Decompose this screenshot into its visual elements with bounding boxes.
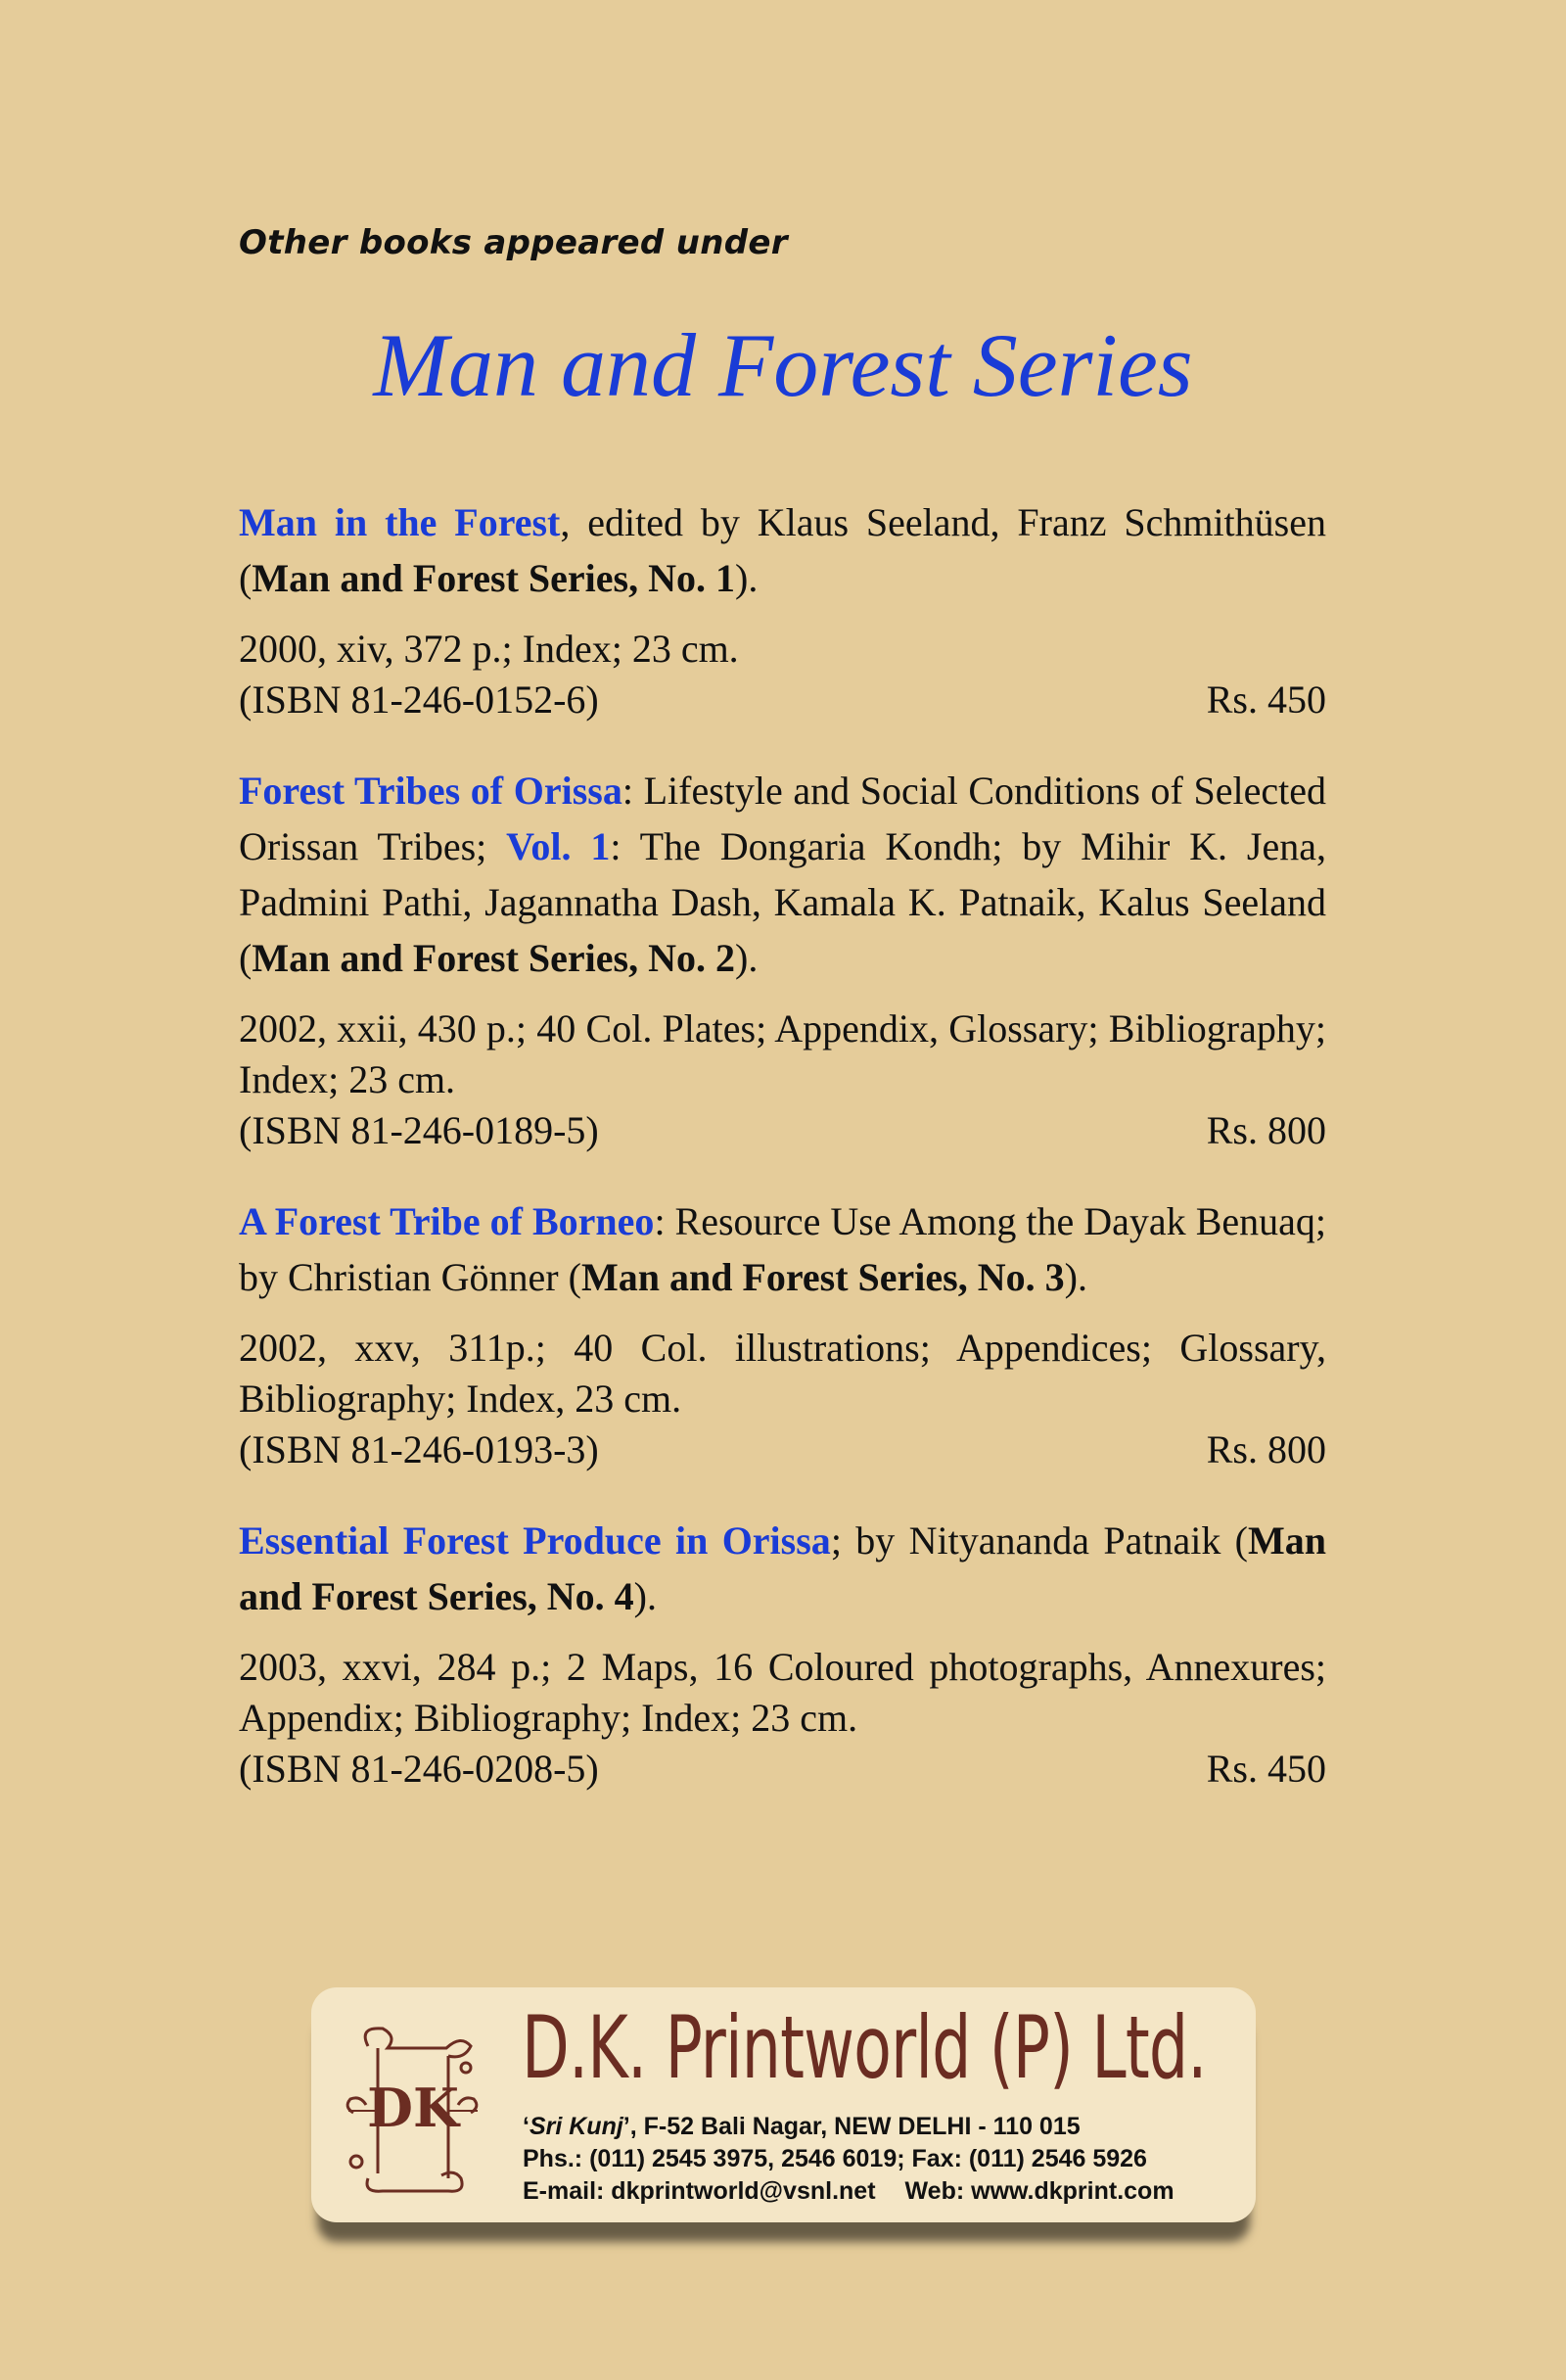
book-isbn: (ISBN 81-246-0208-5) xyxy=(239,1747,599,1791)
book-description xyxy=(239,494,1326,606)
address-street: , F-52 Bali Nagar, NEW DELHI - 110 015 xyxy=(629,2113,1081,2140)
book-title: Essential Forest Produce in Orissa xyxy=(239,1518,831,1563)
book-isbn: (ISBN 81-246-0189-5) xyxy=(239,1108,599,1152)
publisher-box xyxy=(311,1987,1256,2222)
book-credits: , edited by Klaus Seeland, Franz Schmithüsen ( xyxy=(239,500,1326,600)
book-credits: : Resource Use Among the Dayak Benuaq; by Christian Gönner ( xyxy=(239,1199,1326,1299)
book-description xyxy=(239,763,1326,986)
closing-punct: ). xyxy=(735,556,759,600)
volume-label: Vol. 1 xyxy=(506,824,611,868)
book-entry xyxy=(239,1193,1326,1475)
closing-punct: ). xyxy=(735,936,759,980)
publisher-address xyxy=(523,2111,1174,2143)
book-description xyxy=(239,1513,1326,1624)
book-price: Rs. 800 xyxy=(1206,1108,1326,1152)
book-meta: 2002, xxv, 311p.; 40 Col. illustrations; Appendices; Glossary, Bibliography; Index, 23 cm. xyxy=(239,1326,1326,1421)
series-reference: Man and Forest Series, No. 4 xyxy=(239,1518,1326,1618)
isbn-price-row xyxy=(239,1424,1326,1475)
book-list xyxy=(239,494,1326,1832)
intro-text: Other books appeared under xyxy=(239,223,788,262)
series-title: Man and Forest Series xyxy=(373,315,1193,415)
publisher-name: D.K. Printworld (P) Ltd. xyxy=(522,1997,1207,2098)
address-quote-open: ‘ xyxy=(523,2113,530,2140)
book-isbn: (ISBN 81-246-0152-6) xyxy=(239,677,599,722)
book-isbn: (ISBN 81-246-0193-3) xyxy=(239,1427,599,1471)
isbn-price-row xyxy=(239,675,1326,725)
series-reference: Man and Forest Series, No. 1 xyxy=(252,556,735,600)
book-meta: 2002, xxii, 430 p.; 40 Col. Plates; Appendix, Glossary; Bibliography; Index; 23 cm. xyxy=(239,1006,1326,1101)
book-meta: 2000, xiv, 372 p.; Index; 23 cm. xyxy=(239,627,739,671)
publisher-contact xyxy=(523,2111,1174,2208)
book-subtitle: : Lifestyle and Social Conditions of Selected Orissan Tribes; xyxy=(239,769,1326,868)
address-quote-close: ’ xyxy=(622,2113,630,2140)
publisher-web[interactable]: Web: www.dkprint.com xyxy=(904,2177,1174,2205)
logo-letter: DK xyxy=(367,2077,459,2139)
isbn-price-row xyxy=(239,1744,1326,1795)
book-credits: ; by Nityananda Patnaik ( xyxy=(830,1518,1248,1563)
book-price: Rs. 800 xyxy=(1206,1427,1326,1471)
book-entry xyxy=(239,1513,1326,1795)
book-entry xyxy=(239,494,1326,725)
book-entry xyxy=(239,763,1326,1156)
book-meta: 2003, xxvi, 284 p.; 2 Maps, 16 Coloured photographs, Annexures; Appendix; Bibliography; Index; 23 cm. xyxy=(239,1645,1326,1740)
book-details xyxy=(239,1642,1326,1795)
book-price: Rs. 450 xyxy=(1206,677,1326,722)
book-title: A Forest Tribe of Borneo xyxy=(239,1199,655,1243)
book-description xyxy=(239,1193,1326,1305)
publisher-online xyxy=(523,2175,1174,2208)
closing-punct: ). xyxy=(633,1574,657,1618)
book-details xyxy=(239,624,1326,725)
book-price: Rs. 450 xyxy=(1206,1747,1326,1791)
publisher-logo-icon xyxy=(339,2017,485,2203)
book-credits: : The Dongaria Kondh; by Mihir K. Jena, Padmini Pathi, Jagannatha Dash, Kamala K. Patnaik, Kalus Seeland ( xyxy=(239,824,1326,980)
closing-punct: ). xyxy=(1064,1255,1087,1299)
isbn-price-row xyxy=(239,1105,1326,1156)
series-reference: Man and Forest Series, No. 3 xyxy=(580,1255,1065,1299)
book-title: Forest Tribes of Orissa xyxy=(239,769,622,813)
book-details xyxy=(239,1323,1326,1475)
publisher-email[interactable]: E-mail: dkprintworld@vsnl.net xyxy=(523,2177,876,2205)
book-details xyxy=(239,1003,1326,1156)
address-house-name: Sri Kunj xyxy=(529,2113,623,2140)
series-reference: Man and Forest Series, No. 2 xyxy=(252,936,735,980)
scroll-logo-icon xyxy=(339,2017,485,2203)
publisher-phones: Phs.: (011) 2545 3975, 2546 6019; Fax: (011) 2546 5926 xyxy=(523,2145,1147,2172)
book-title: Man in the Forest xyxy=(239,500,561,544)
